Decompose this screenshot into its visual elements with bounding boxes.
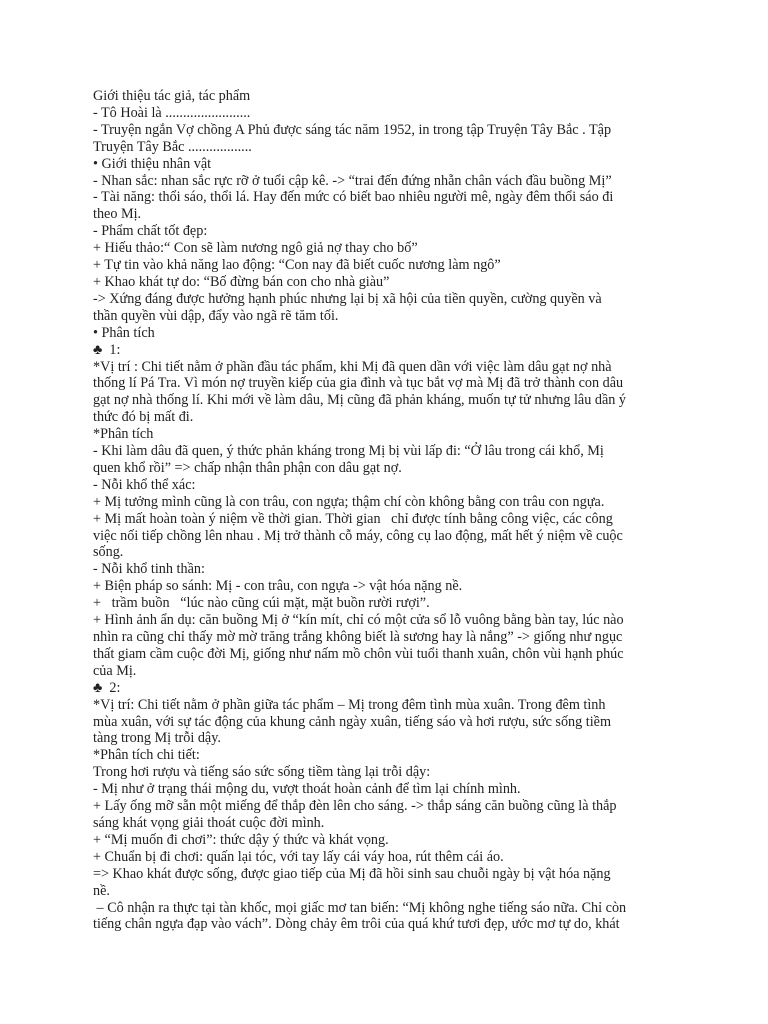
text-line: tàng trong Mị trỗi dậy. xyxy=(93,730,221,747)
text-line: theo Mị. xyxy=(93,206,142,223)
text-line: => Khao khát được sống, được giao tiếp của Mị đã hồi sinh sau chuỗi ngày bị vật hóa nặng xyxy=(93,865,611,882)
text-line: thất giam cầm cuộc đời Mị, giống như nấm mồ chôn vùi tuổi thanh xuân, chôn vùi hạnh phúc xyxy=(93,645,624,662)
text-line: mùa xuân, với sự tác động của khung cảnh ngày xuân, tiếng sáo và hơi rượu, sức sống tiềm xyxy=(93,713,611,730)
text-line: - Nỗi khổ tinh thần: xyxy=(93,561,205,578)
text-line: *Vị trí: Chi tiết nằm ở phần giữa tác phẩm – Mị trong đêm tình mùa xuân. Trong đêm tình xyxy=(93,696,606,713)
text-line: + Mị tưởng mình cũng là con trâu, con ngựa; thậm chí còn không bằng con trâu con ngựa. xyxy=(93,493,605,510)
text-line: -> Xứng đáng được hưởng hạnh phúc nhưng lại bị xã hội của tiền quyền, cường quyền và xyxy=(93,290,602,307)
text-line: *Vị trí : Chi tiết nằm ở phần đầu tác phẩm, khi Mị đã quen dần với việc làm dâu gạt nợ nhà xyxy=(93,358,612,375)
text-line: + Hình ảnh ẩn dụ: căn buồng Mị ở “kín mít, chỉ có một cửa sổ lỗ vuông bằng bàn tay, lúc nào xyxy=(93,612,624,629)
text-line: *Phân tích xyxy=(93,426,154,443)
text-line: + Chuẩn bị đi chơi: quấn lại tóc, với tay lấy cái váy hoa, rút thêm cái áo. xyxy=(93,848,504,865)
text-line: + Tự tin vào khả năng lao động: “Con nay đã biết cuốc nương làm ngô” xyxy=(93,257,501,274)
text-line: *Phân tích chi tiết: xyxy=(93,747,200,764)
text-line: thức đó bị mất đi. xyxy=(93,409,194,426)
text-line: ♣ 2: xyxy=(93,679,121,696)
text-line: + Lấy ống mỡ sẵn một miếng để thắp đèn lên cho sáng. -> thắp sáng căn buồng cũng là thắp xyxy=(93,798,617,815)
text-line: gạt nợ nhà thống lí. Khi mới về làm dâu, Mị cũng đã phản kháng, muốn tự tử nhưng lâu dần ý xyxy=(93,392,626,409)
text-line: + Hiếu thảo:“ Con sẽ làm nương ngô giả nợ thay cho bố” xyxy=(93,240,418,257)
text-line: sáng khát vọng giải thoát cuộc đời mình. xyxy=(93,814,325,831)
text-line: - Truyện ngắn Vợ chồng A Phủ được sáng tác năm 1952, in trong tập Truyện Tây Bắc . Tập xyxy=(93,121,612,138)
text-line: quen khổ rồi” => chấp nhận thân phận con dâu gạt nợ. xyxy=(93,459,402,476)
text-line: + Biện pháp so sánh: Mị - con trâu, con ngựa -> vật hóa nặng nề. xyxy=(93,578,463,595)
text-line: thống lí Pá Tra. Vì món nợ truyền kiếp của gia đình và tục bắt vợ mà Mị đã trở thành con dâu xyxy=(93,375,624,392)
document-body xyxy=(93,88,683,933)
text-line: + “Mị muốn đi chơi”: thức dậy ý thức và khát vọng. xyxy=(93,831,389,848)
text-line: của Mị. xyxy=(93,662,137,679)
text-line: Truyện Tây Bắc .................. xyxy=(93,138,252,155)
text-line: nhìn ra cũng chỉ thấy mờ mờ trăng trắng không biết là sương hay là nắng” -> giống như ngục xyxy=(93,629,623,645)
text-line: - Nhan sắc: nhan sắc rực rỡ ở tuổi cập kê. -> “trai đến đứng nhẵn chân vách đầu buồng Mị” xyxy=(93,172,612,189)
text-line: Giới thiệu tác giả, tác phẩm xyxy=(93,88,251,104)
text-line: + Mị mất hoàn toàn ý niệm về thời gian. Thời gian chỉ được tính bằng công việc, các công xyxy=(93,510,613,527)
text-line: - Tô Hoài là ........................ xyxy=(93,104,251,121)
text-line: + Khao khát tự do: “Bố đừng bán con cho nhà giàu” xyxy=(93,273,390,290)
text-line: thần quyền vùi dập, đẩy vào ngã rẽ tăm tối. xyxy=(93,307,339,324)
text-line: nề. xyxy=(93,882,110,899)
text-line: - Khi làm dâu đã quen, ý thức phản kháng trong Mị bị vùi lấp đi: “Ở lâu trong cái khổ, Mị xyxy=(93,443,604,460)
text-line: - Phẩm chất tốt đẹp: xyxy=(93,223,208,240)
text-line: ♣ 1: xyxy=(93,341,121,358)
text-line: - Mị như ở trạng thái mộng du, vượt thoát hoàn cảnh để tìm lại chính mình. xyxy=(93,781,521,798)
text-line: - Nỗi khổ thể xác: xyxy=(93,476,196,493)
text-line: + trầm buồn “lúc nào cũng cúi mặt, mặt buồn rười rượi”. xyxy=(93,595,430,612)
text-line: – Cô nhận ra thực tại tàn khốc, mọi giấc mơ tan biến: “Mị không nghe tiếng sáo nữa. Chỉ còn xyxy=(93,899,627,916)
text-line: tiếng chân ngựa đạp vào vách”. Dòng chảy êm trôi của quá khứ tươi đẹp, ước mơ tự do, khát xyxy=(93,916,620,933)
text-line: việc nối tiếp chồng lên nhau . Mị trở thành cỗ máy, công cụ lao động, mất hết ý niệm về cuộc xyxy=(93,527,623,544)
text-line: sống. xyxy=(93,544,124,561)
text-line: - Tài năng: thổi sáo, thổi lá. Hay đến mức có biết bao nhiêu người mê, ngày đêm thổi sáo đi xyxy=(93,189,614,206)
text-line: Trong hơi rượu và tiếng sáo sức sống tiềm tàng lại trỗi dậy: xyxy=(93,764,431,781)
text-line: • Giới thiệu nhân vật xyxy=(93,155,212,172)
text-line: • Phân tích xyxy=(93,324,155,341)
